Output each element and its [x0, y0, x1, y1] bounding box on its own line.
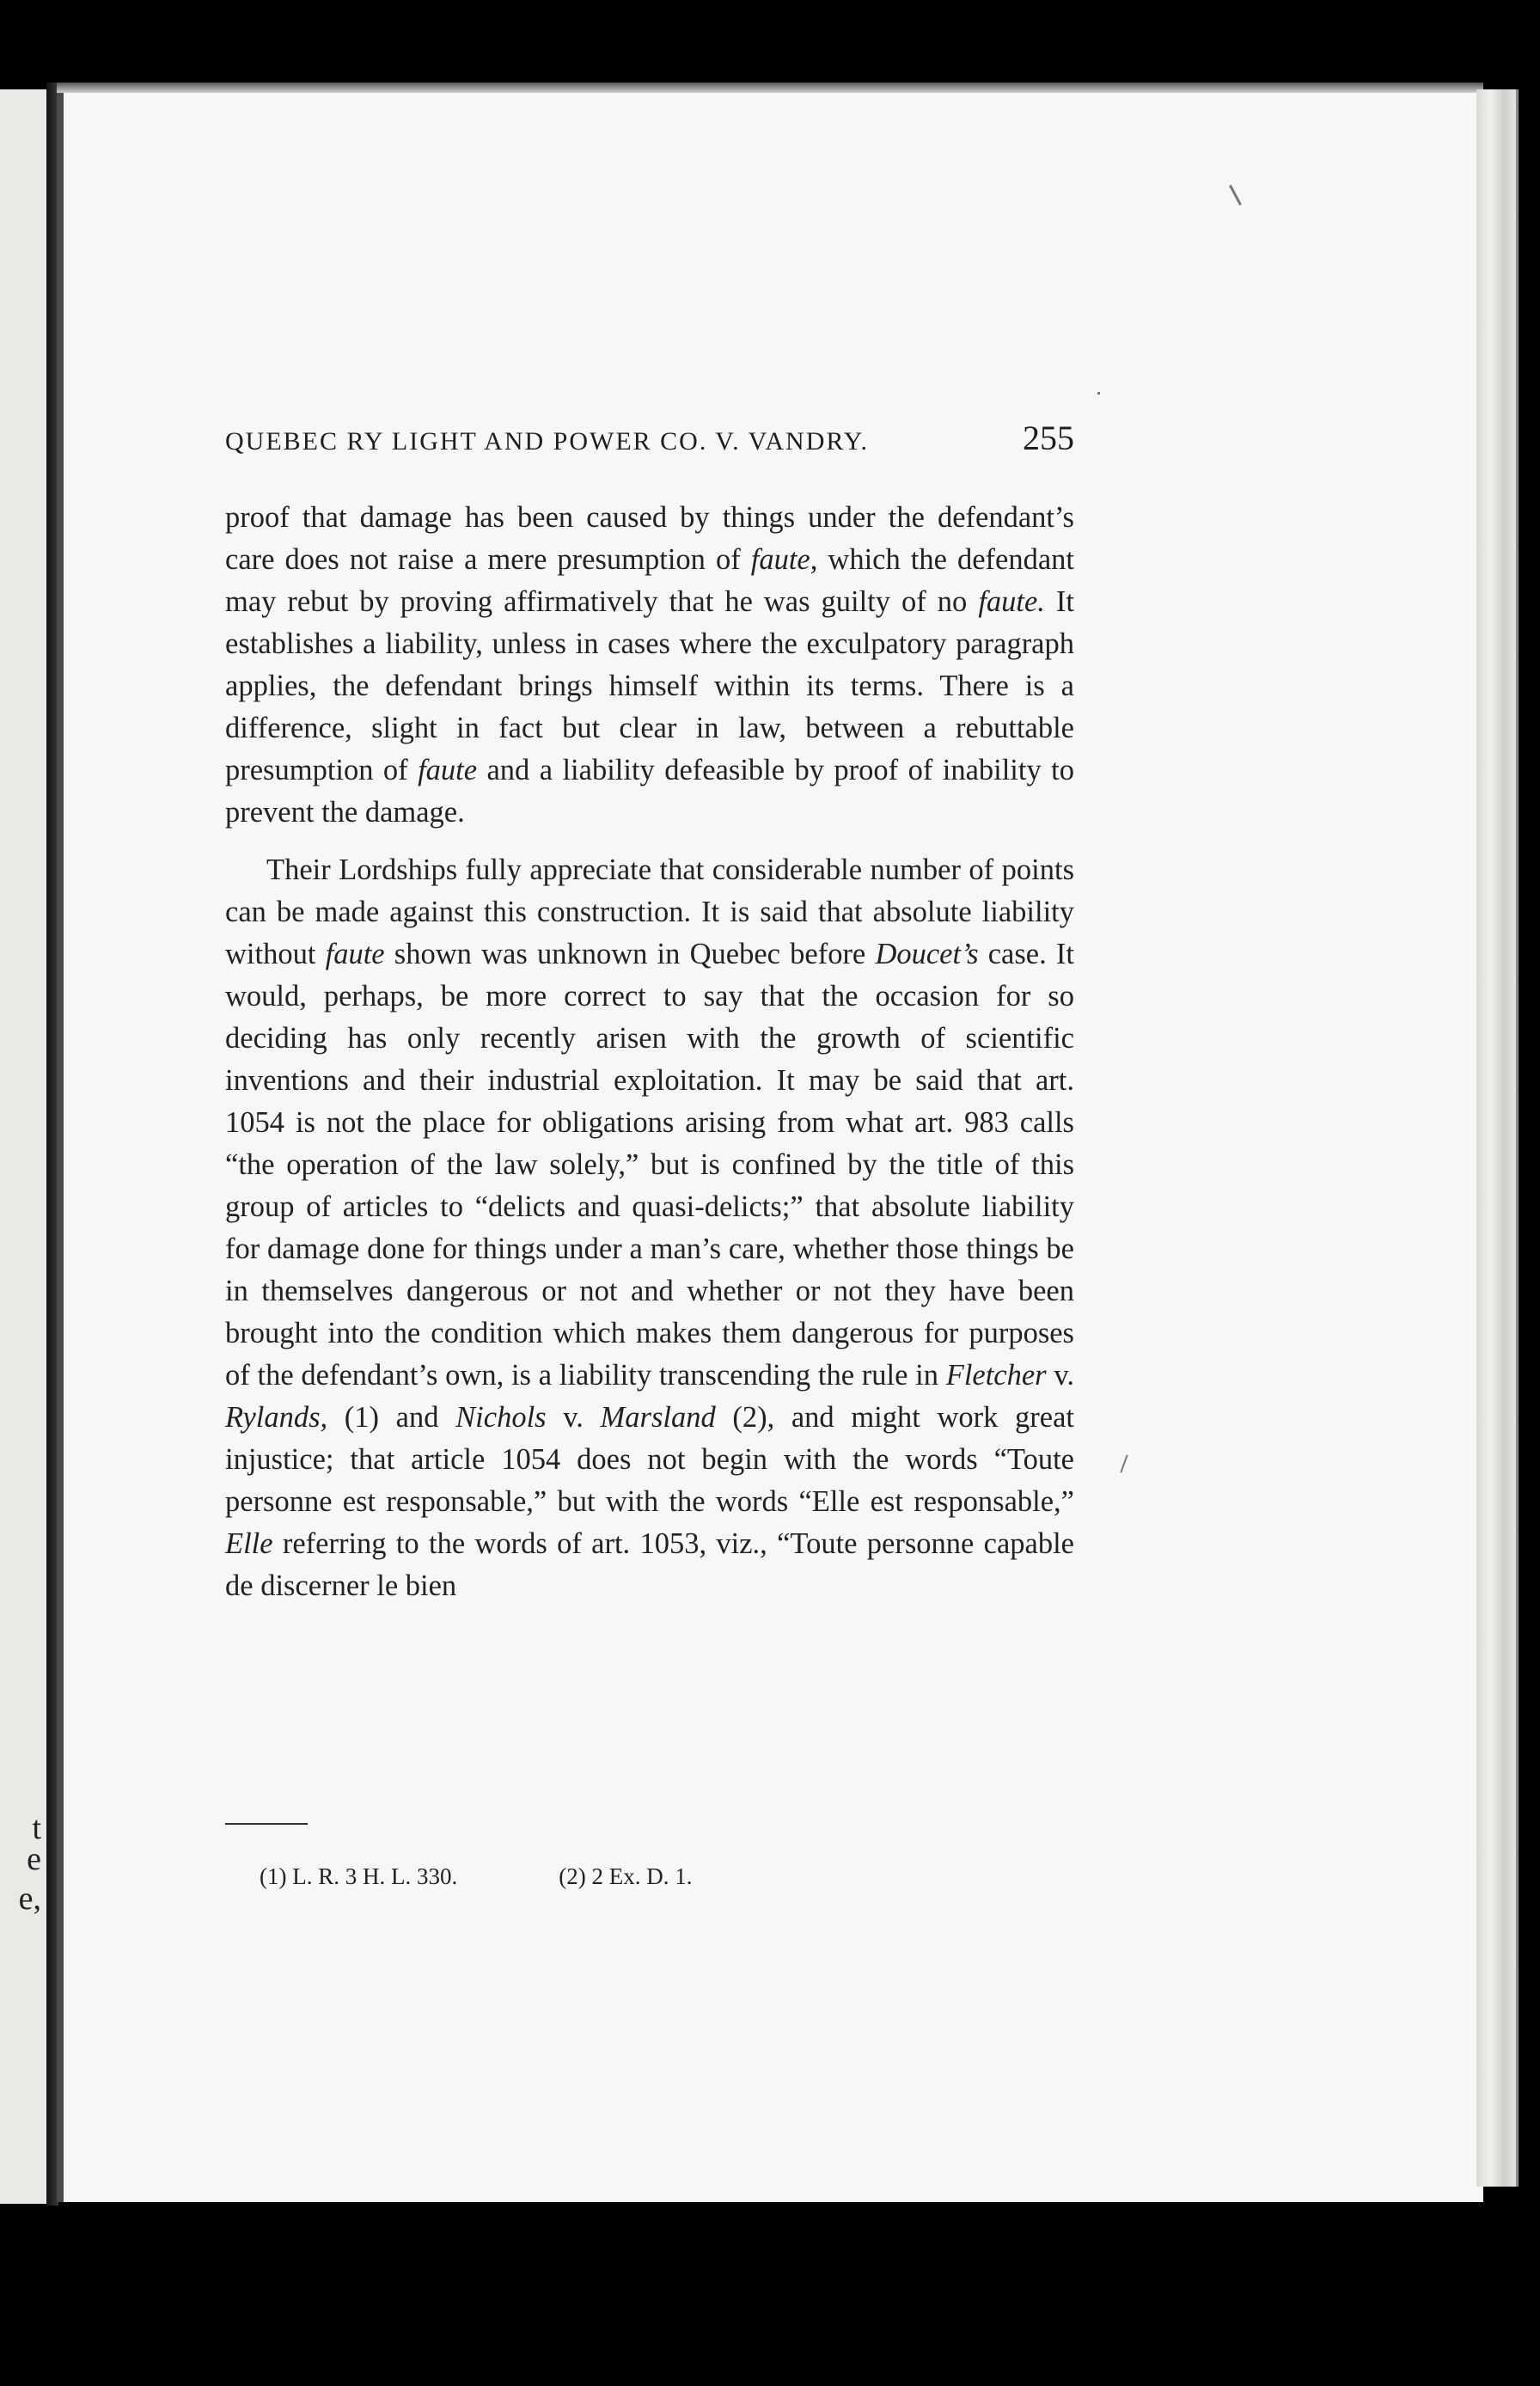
italic-text-run: Marsland — [600, 1401, 716, 1434]
italic-text-run: Elle — [225, 1527, 273, 1560]
facing-page-fragment: e — [27, 1841, 41, 1877]
text-run: proof that damage has been caused by things under the defendant’s care does not raise a mere presumption of — [225, 501, 1074, 576]
text-run: (2), and might work great injustice; that article 1054 does not begin with the words “Toute personne est responsable,” but with the words “Elle est responsable,” — [225, 1401, 1075, 1518]
italic-text-run: faute, — [750, 543, 818, 576]
paper-speck — [1097, 392, 1100, 395]
text-run: Their Lordships fully appreciate that considerable number of points can be made against this construction. It is said that absolute liability without — [225, 853, 1074, 970]
facing-page-strip — [0, 89, 46, 2204]
body-text — [225, 497, 1074, 1607]
text-run: It establishes a liability, unless in cases where the exculpatory paragraph applies, the defendant brings himself within its terms. There is a difference, slight in fact but clear in law, between a rebuttable presumption of — [225, 585, 1074, 786]
text-run: v. — [546, 1401, 601, 1434]
text-run: (1) and — [327, 1401, 456, 1434]
footnote-1: (1) L. R. 3 H. L. 330. — [260, 1863, 458, 1889]
italic-text-run: Doucet’s — [875, 938, 979, 970]
footnotes — [260, 1863, 1033, 1890]
text-run: referring to the words of art. 1053, viz., “Toute personne capable de discerner le bien — [225, 1527, 1074, 1602]
italic-text-run: faute — [418, 754, 478, 786]
page-number: 255 — [1023, 419, 1074, 457]
facing-page-fragment: t — [32, 1810, 41, 1846]
text-run: which the defendant may rebut by proving affirmatively that he was guilty of no — [225, 543, 1074, 618]
text-run: and a liability defeasible by proof of inability to prevent the damage. — [225, 754, 1074, 829]
page-fore-edge — [1476, 89, 1519, 2187]
italic-text-run: Nichols — [455, 1401, 547, 1434]
facing-page-fragment: e, — [18, 1881, 41, 1917]
italic-text-run: Fletcher — [945, 1359, 1047, 1392]
paragraph — [225, 849, 1074, 1607]
running-head-title: QUEBEC RY LIGHT AND POWER CO. V. VANDRY. — [225, 427, 870, 456]
paragraph — [225, 497, 1074, 834]
running-head — [225, 418, 1074, 462]
text-run: v. — [1046, 1359, 1074, 1392]
page-top-edge — [57, 83, 1483, 93]
footnote-rule — [225, 1823, 308, 1825]
text-run: shown was unknown in Quebec before — [384, 938, 876, 970]
italic-text-run: Rylands, — [225, 1401, 328, 1434]
italic-text-run: faute — [325, 938, 385, 970]
text-run: case. It would, perhaps, be more correct to say that the occasion for so deciding has only recently arisen with the growth of scientific inventions and their industrial exploitation. It may be said that art. 1054 is not the place for obligations arising from what art. 983 calls “the operation of the law solely,” but is confined by the title of this group of articles to “delicts and quasi-delicts;” that absolute liability for damage done for things under a man’s care, whether those things be in themselves dangerous or not and whether or not they have been brought into the condition which makes them dangerous for purposes of the defendant’s own, is a liability transcending the rule in — [225, 938, 1075, 1392]
footnote-2: (2) 2 Ex. D. 1. — [559, 1863, 693, 1889]
italic-text-run: faute. — [978, 585, 1045, 618]
